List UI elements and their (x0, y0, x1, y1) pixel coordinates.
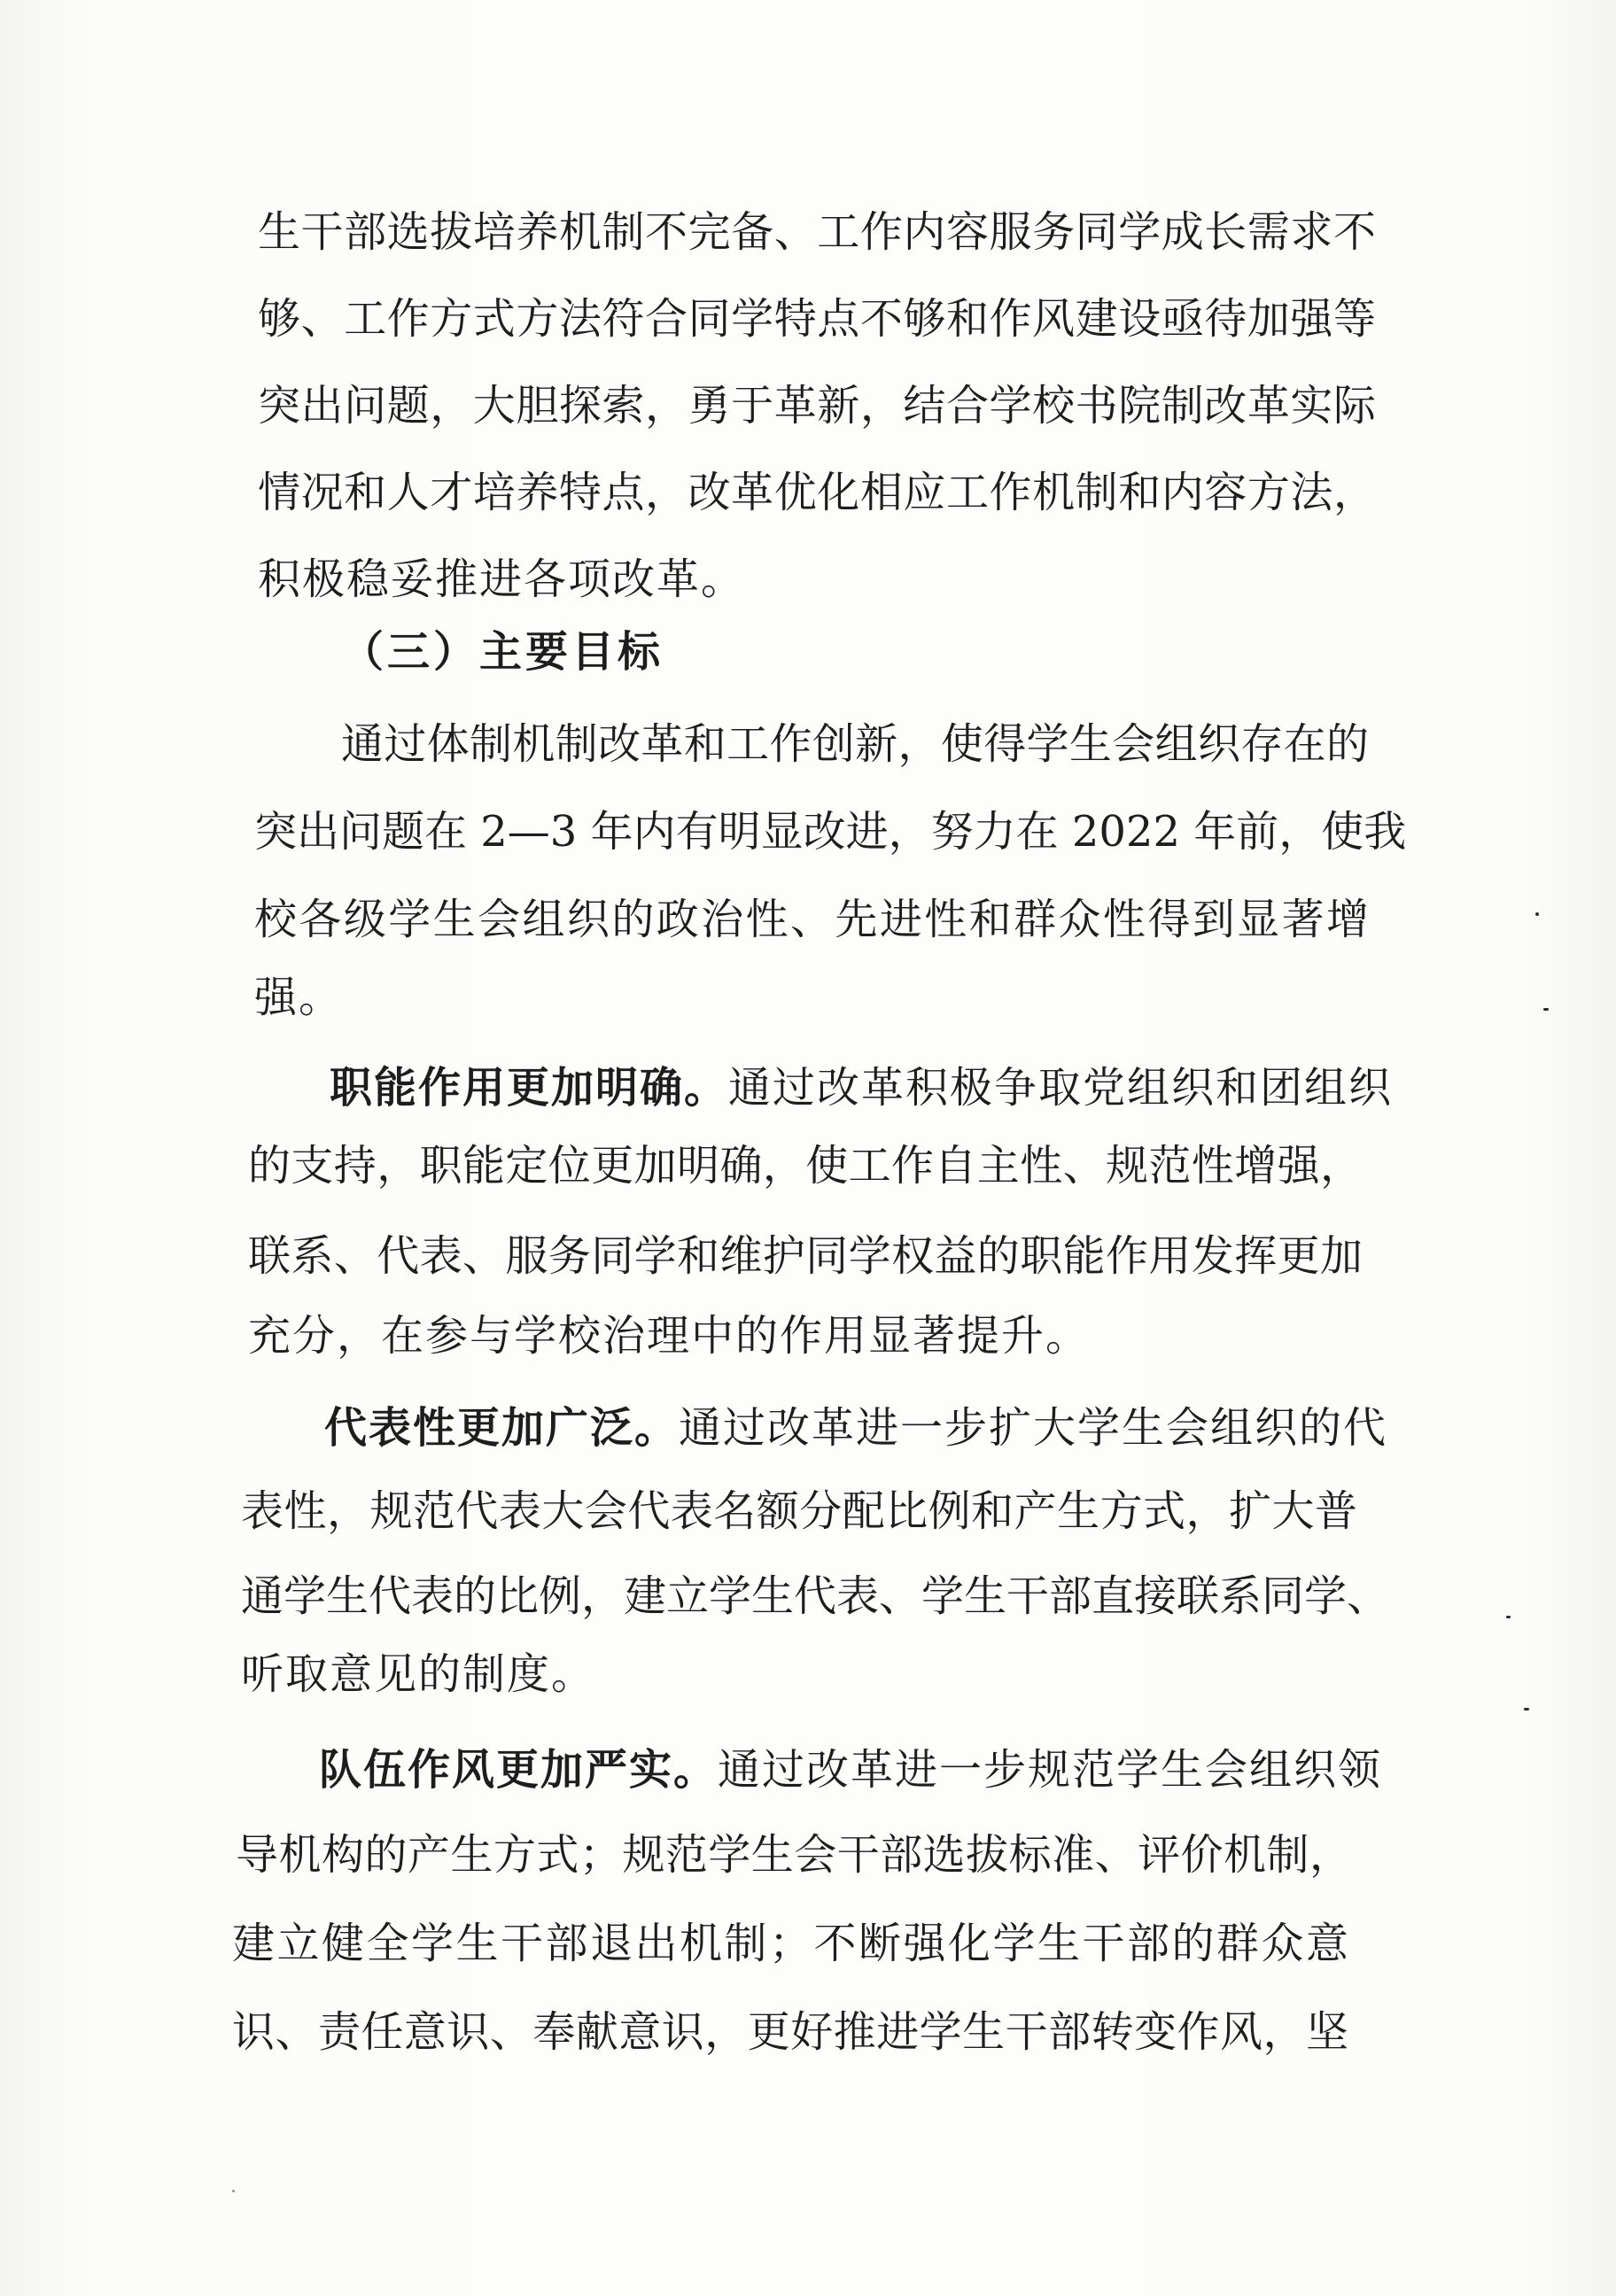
body-text-line: 积极稳妥推进各项改革。 (258, 555, 746, 604)
scan-speck (1543, 1008, 1549, 1011)
body-text-line: 校各级学生会组织的政治性、先进性和群众性得到显著增 (254, 895, 1369, 944)
body-text-line: 通学生代表的比例，建立学生代表、学生干部直接联系同学、 (241, 1571, 1390, 1621)
body-text-line: 通过体制机制改革和工作创新，使得学生会组织存在的 (341, 719, 1369, 769)
body-text-line: 够、工作方式方法符合同学特点不够和作风建设亟待加强等 (258, 294, 1376, 344)
paragraph-lead: 职能作用更加明确。 (330, 1063, 729, 1113)
body-text-line: 充分，在参与学校治理中的作用显著提升。 (248, 1311, 1091, 1361)
body-text-line: 突出问题，大胆探索，勇于革新，结合学校书院制改革实际 (258, 381, 1376, 430)
body-text-line: 突出问题在 2—3 年内有明显改进，努力在 2022 年前，使我 (254, 807, 1407, 857)
paragraph-lead: 代表性更加广泛。 (324, 1403, 680, 1453)
paragraph-text: 通过改革进一步扩大学生会组织的代 (679, 1403, 1388, 1453)
body-text-line: 听取意见的制度。 (241, 1649, 596, 1699)
scan-speck (1524, 1708, 1529, 1710)
paragraph-text: 通过改革进一步规范学生会组织领 (718, 1745, 1383, 1795)
body-text-line: 联系、代表、服务同学和维护同学权益的职能作用发挥更加 (248, 1231, 1363, 1281)
body-text-line: 生干部选拔培养机制不完备、工作内容服务同学成长需求不 (258, 207, 1376, 257)
scan-speck (1506, 1616, 1511, 1618)
paragraph-first-line (324, 1401, 1388, 1454)
paragraph-first-line (330, 1061, 1394, 1114)
body-text-line: 强。 (254, 973, 344, 1022)
paragraph-text: 通过改革积极争取党组织和团组织 (728, 1063, 1394, 1113)
section-heading: （三）主要目标 (341, 627, 664, 677)
body-text-line: 的支持，职能定位更加明确，使工作自主性、规范性增强， (248, 1141, 1363, 1191)
body-text-line: 识、责任意识、奉献意识，更好推进学生干部转变作风，坚 (232, 2007, 1348, 2057)
body-text-line: 导机构的产生方式；规范学生会干部选拔标准、评价机制， (236, 1830, 1352, 1880)
scan-speck (232, 2190, 235, 2192)
body-text-line: 情况和人才培养特点，改革优化相应工作机制和内容方法， (258, 468, 1376, 517)
scan-speck (1535, 912, 1539, 916)
body-text-line: 建立健全学生干部退出机制；不断强化学生干部的群众意 (232, 1919, 1348, 1968)
paragraph-first-line (319, 1743, 1383, 1796)
body-text-line: 表性，规范代表大会代表名额分配比例和产生方式，扩大普 (241, 1486, 1357, 1536)
paragraph-lead: 队伍作风更加严实。 (319, 1745, 719, 1795)
